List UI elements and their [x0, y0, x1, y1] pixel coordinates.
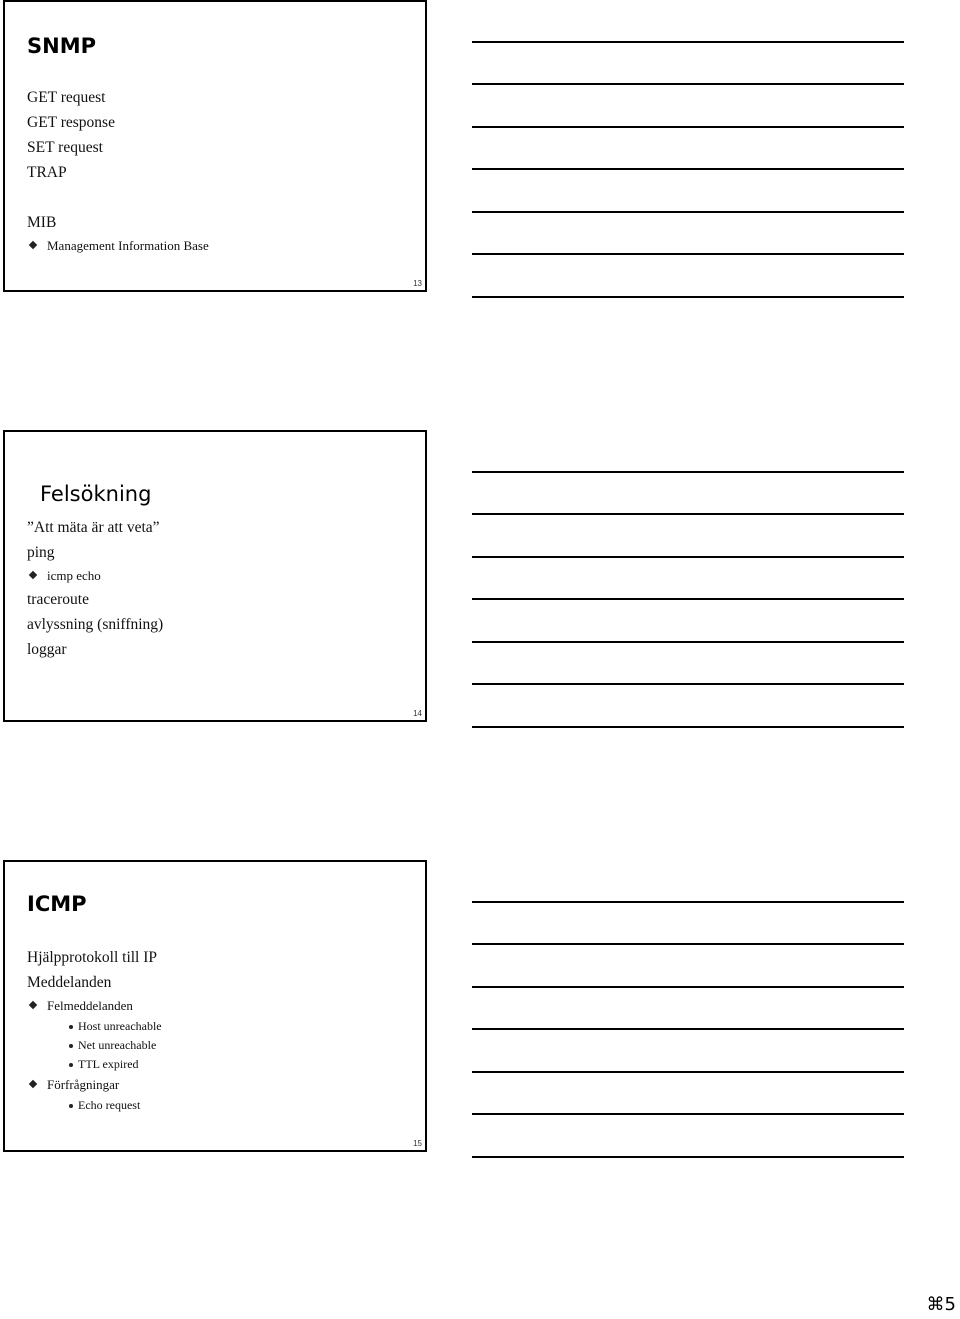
sub-sub-bullet-text: Net unreachable: [78, 1038, 157, 1052]
note-line: [472, 943, 904, 945]
note-line: [472, 168, 904, 170]
dot-bullet-icon: [69, 1044, 73, 1048]
note-line: [472, 598, 904, 600]
note-line: [472, 1071, 904, 1073]
diamond-bullet-icon: [29, 1080, 37, 1088]
note-line: [472, 471, 904, 473]
note-line: [472, 41, 904, 43]
slide-title: Felsökning: [40, 482, 152, 506]
note-line: [472, 901, 904, 903]
sub-sub-bullet-item: [27, 1055, 417, 1074]
note-line: [472, 126, 904, 128]
note-line: [472, 683, 904, 685]
bullet-item: MIB: [27, 214, 57, 231]
note-line: [472, 253, 904, 255]
slide-number: 13: [413, 279, 422, 288]
dot-bullet-icon: [69, 1104, 73, 1108]
dot-bullet-icon: [69, 1063, 73, 1067]
sub-sub-bullet-item: [27, 1036, 417, 1055]
slide-body: [27, 85, 417, 257]
note-line: [472, 1113, 904, 1115]
bullet-item: SET request: [27, 139, 103, 156]
sub-bullet-text: Felmeddelanden: [47, 998, 133, 1013]
sub-bullet-item: [27, 565, 417, 587]
note-line: [472, 296, 904, 298]
sub-bullet-text: icmp echo: [47, 568, 101, 583]
sub-sub-bullet-text: TTL expired: [78, 1057, 139, 1071]
note-line: [472, 726, 904, 728]
slide-number: 14: [413, 709, 422, 718]
diamond-bullet-icon: [29, 571, 37, 579]
note-line: [472, 83, 904, 85]
sub-sub-bullet-item: [27, 1017, 417, 1036]
bullet-item: Hjälpprotokoll till IP: [27, 949, 158, 966]
note-line: [472, 513, 904, 515]
bullet-item: avlyssning (sniffning): [27, 616, 164, 633]
note-line: [472, 211, 904, 213]
slide-title: ICMP: [27, 892, 87, 916]
diamond-bullet-icon: [29, 1001, 37, 1009]
sub-bullet-item: [27, 1074, 417, 1096]
sub-sub-bullet-text: Echo request: [78, 1098, 141, 1112]
command-key-icon: ⌘: [926, 1294, 945, 1315]
slide-number: 15: [413, 1139, 422, 1148]
bullet-item: TRAP: [27, 164, 67, 181]
bullet-item: ping: [27, 544, 55, 561]
note-line: [472, 641, 904, 643]
bullet-item: loggar: [27, 641, 67, 658]
slide-body: [27, 945, 417, 1115]
sub-bullet-item: [27, 235, 417, 257]
note-line: [472, 556, 904, 558]
slide-15: [3, 860, 427, 1152]
page-number: 5: [944, 1294, 956, 1315]
bullet-item: ”Att mäta är att veta”: [27, 519, 160, 536]
note-line: [472, 986, 904, 988]
sub-bullet-item: [27, 995, 417, 1017]
page-footer: [927, 1294, 956, 1315]
bullet-item: Meddelanden: [27, 974, 112, 991]
note-line: [472, 1028, 904, 1030]
slide-body: [27, 515, 417, 662]
slide-title: SNMP: [27, 34, 96, 58]
sub-sub-bullet-text: Host unreachable: [78, 1019, 162, 1033]
sub-sub-bullet-item: [27, 1096, 417, 1115]
bullet-item: traceroute: [27, 591, 89, 608]
sub-bullet-text: Management Information Base: [47, 238, 209, 253]
slide-14: [3, 430, 427, 722]
bullet-item: GET request: [27, 89, 106, 106]
slide-13: [3, 0, 427, 292]
spacer: [27, 185, 417, 210]
sub-bullet-text: Förfrågningar: [47, 1077, 120, 1092]
note-line: [472, 1156, 904, 1158]
bullet-item: GET response: [27, 114, 115, 131]
dot-bullet-icon: [69, 1025, 73, 1029]
diamond-bullet-icon: [29, 241, 37, 249]
